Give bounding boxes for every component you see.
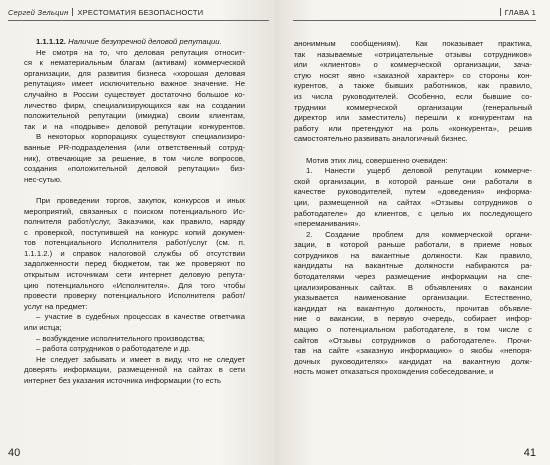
running-head-divider [500, 8, 501, 16]
text-line: создания «положительной деловой репутации» биз- [24, 164, 245, 174]
text-line: Не смотря на то, что деловая репутация относит- [36, 47, 245, 57]
text-line: зации, в которой раньше работали, в приеме новых [294, 240, 532, 250]
text-line: мацию о потенциальном работодателе, в том числе с [294, 325, 532, 335]
text-line: анонимным сообщениям). Как показывает практика, [294, 39, 532, 48]
text-line: директор или заместитель) перешли к конкурентам на [294, 113, 532, 123]
text-line: 1. Нанести ущерб деловой репутации коммерче- [306, 166, 532, 176]
text-line: тов потенциального Исполнителя работ/услуг (см. п. [24, 238, 245, 248]
right-running-head [293, 6, 536, 21]
text-line: – возбуждение исполнительного производства; [36, 333, 205, 343]
text-line: ботодателями через размещение информации на спе- [294, 272, 532, 282]
running-head-author: Сергей Зельцин [8, 8, 69, 17]
right-body-text [294, 39, 532, 378]
text-line: ции, размещенной на сайтах «Отзывы сотрудников о [294, 197, 532, 207]
text-line: нес-сутью. [24, 174, 63, 184]
text-line: ся к нематериальным благам (активам) коммерческой [24, 58, 245, 68]
text-line: доверять информации, размещенной на сайтах в сети [24, 365, 245, 375]
text-line: мероприятий, связанных с поиском потенциального Ис- [24, 206, 245, 216]
text-line: положительной репутации (имиджа) своим клиентам, [24, 111, 245, 121]
text-line: из числа руководителей. Особенно, если бывшие со- [294, 91, 532, 101]
right-page [275, 0, 550, 465]
text-line: услуг на предмет: [24, 301, 88, 311]
text-line: ность может отказаться прохождения собеседование, и [294, 367, 494, 377]
section-number: 1.1.1.12. [36, 37, 66, 46]
text-line: сотрудников на вакантные должности. Как правило, [294, 250, 532, 260]
page-number-right: 41 [523, 447, 536, 459]
text-line: с проверкой, поступившей на конкурс копий докумен- [24, 227, 245, 237]
text-line: личество фирм, специализирующихся как на создании [24, 100, 245, 110]
text-line: случайно в России существует достаточно большое ко- [24, 89, 245, 99]
text-line: ванные PR-подразделения (или ответственный сотруд- [24, 142, 245, 152]
text-line: репутация» имеет исключительно важное значение. Не [24, 79, 245, 89]
running-head-book-title: ХРЕСТОМАТИЯ БЕЗОПАСНОСТИ [77, 8, 204, 17]
text-line: сайтов «Отзывы сотрудников о работодателе». Прочи- [294, 335, 532, 345]
text-line: ник), отвечающие за решение, в том числе вопросов, [24, 153, 245, 163]
text-line: курентов, а также бывших работников, как правило, [294, 81, 532, 91]
text-line: циализированных сайтах. В объявлениях о вакансии [294, 282, 532, 292]
section-title: Наличие безупречной деловой репутации. [68, 37, 222, 46]
text-line: трудники коммерческой организации (генеральный [294, 102, 532, 112]
text-line: кандидаты на вакантные должности набираются ра- [294, 261, 532, 271]
text-line: так называемые «отрицательные отзывы сотрудников» [294, 49, 532, 59]
running-head-chapter: ГЛАВА 1 [504, 8, 536, 17]
text-line: 2. Создание проблем для коммерческой органи- [306, 229, 532, 239]
text-line: цию потенциального «Исполнителя». Для того чтобы [24, 280, 245, 290]
section-heading [24, 37, 245, 48]
text-line: открытым источникам сети интернет деловую репута- [24, 270, 245, 280]
text-line: работу или претендуют на роль «конкурента», решив [294, 123, 532, 133]
text-line: работодателе» до клиентов, с целью их последующего [294, 208, 532, 218]
text-line: стую носят явно «заказной характер» со стороны кон- [294, 70, 532, 80]
text-line: организации, для развития бизнеса «хорошая деловая [24, 68, 245, 78]
text-line: Не следует забывать и имеет в виду, что не следует [36, 354, 245, 364]
text-line: Мотив этих лиц, совершенно очевиден: [306, 155, 448, 165]
text-line: В некоторых корпорациях существуют специализиро- [36, 132, 245, 142]
text-line: – работа сотрудников о работодателе и др. [36, 344, 191, 354]
running-head-divider [72, 8, 73, 16]
text-line: или истца; [24, 323, 62, 333]
text-line: интернет без указания источника информации (то есть [24, 376, 222, 385]
text-line: качестве руководителей, путем «доведения» информа- [294, 187, 532, 197]
text-line: или «клиентов» о коммерческой организации, зача- [294, 60, 532, 70]
text-line: указывается наименование организации. Естественно, [294, 293, 532, 303]
paragraph-gap [294, 145, 532, 156]
text-line: кандидат на вакантную должность, прочитав объявле- [294, 303, 532, 313]
text-line: – участие в судебных процессах в качестве ответчика [36, 312, 245, 322]
text-line: так и на «подрыве» деловой репутации конкурентов. [24, 121, 245, 131]
left-body-text [24, 37, 245, 387]
text-line: дочных руководителях» кандидат на вакантную долж- [294, 356, 532, 366]
paragraph-gap [24, 185, 245, 196]
text-line: провести проверку потенциального Исполнителя работ/ [24, 291, 245, 301]
text-line: ние о вакансии, в первую очередь, собирает инфор- [294, 314, 532, 324]
text-line: ской организации, в которой раньше они работали в [294, 176, 532, 186]
text-line: самостоятельно развивать аналогичный бизнес. [294, 134, 468, 144]
text-line: «переманивания». [294, 219, 361, 229]
text-line: При проведении торгов, закупок, конкурсов и иных [36, 195, 245, 205]
text-line: 1.1.1.2.) и справок налоговой службы об отсутствии [24, 248, 245, 258]
page-number-left: 40 [8, 447, 21, 459]
text-line: полнителя работ/услуг, Заказчики, как правило, наряду [24, 217, 245, 227]
text-line: задолженности перед бюджетом, так же проверяют по [24, 259, 245, 269]
text-line: тав на сайте «заказную информацию» о якобы «непоря- [294, 346, 532, 356]
left-running-head [8, 6, 269, 21]
